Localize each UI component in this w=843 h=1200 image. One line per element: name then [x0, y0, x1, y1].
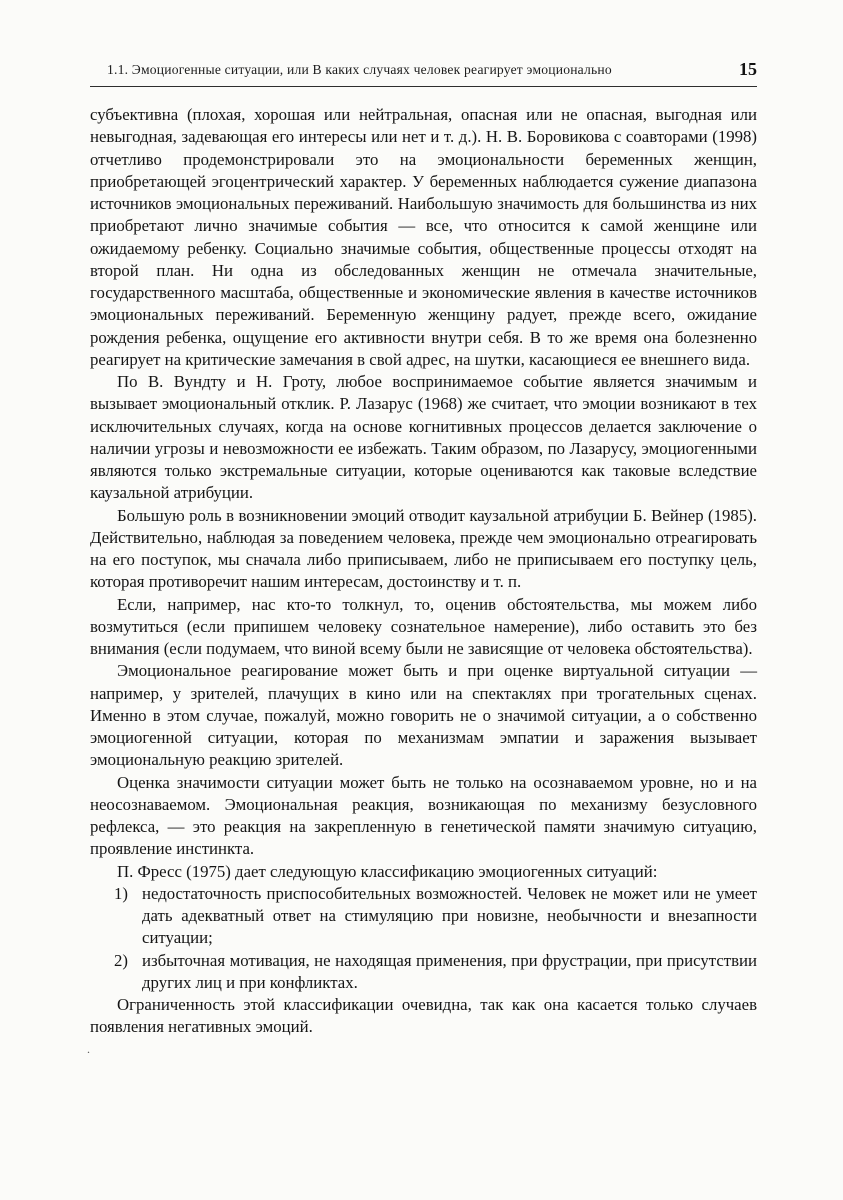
paragraph: Если, например, нас кто-то толкнул, то, оценив обстоятельства, мы можем либо возмутиться (если припишем человеку сознательное намерение), либо оставить это без внимания (если подумаем, что виной всему были не зависящие от человека обстоятельства).: [90, 594, 757, 658]
list-item: [114, 883, 757, 950]
paragraph: По В. Вундту и Н. Гроту, любое воспринимаемое событие является значимым и вызывает эмоциональный отклик. Р. Лазарус (1968) же считает, что эмоции возникают в тех исключительных случаях, когда на основе когнитивных процессов делается заключение о наличии угрозы и невозможности ее избежать. Таким образом, по Лазарусу, эмоциогенными являются только экстремальные ситуации, которые оцениваются как таковые вследствие каузальной атрибуции.: [90, 372, 757, 503]
page-body: [90, 104, 757, 1039]
page-number: 15: [739, 59, 757, 79]
paragraph: Эмоциональное реагирование может быть и при оценке виртуальной ситуации — например, у зрителей, плачущих в кино или на спектаклях при трогательных сценах. Именно в этом случае, пожалуй, можно говорить не о значимой ситуации, а о собственно эмоциогенной ситуации, которая по механизмам эмпатии и заражения вызывает эмоциональную реакцию зрителей.: [90, 661, 757, 770]
paragraph: Большую роль в возникновении эмоций отводит каузальной атрибуции Б. Вейнер (1985). Действительно, наблюдая за поведением человека, прежде чем эмоционально отреагировать на его поступок, мы сначала либо приписываем, либо не приписываем его поступку цель, которая противоречит нашим интересам, достоинству и т. п.: [90, 505, 757, 592]
list-item-text: недостаточность приспособительных возможностей. Человек не может или не умеет дать адекватный ответ на стимуляцию при новизне, необычности и внезапности ситуации;: [142, 883, 757, 948]
classification-list: [90, 883, 757, 994]
page-header: [90, 60, 757, 78]
list-item: [114, 950, 757, 995]
paragraph-list-intro: П. Фресс (1975) дает следующую классификацию эмоциогенных ситуаций:: [117, 861, 658, 881]
scan-artifact-dot: .: [87, 1042, 90, 1056]
paragraph: Оценка значимости ситуации может быть не только на осознаваемом уровне, но и на неосознаваемом. Эмоциональная реакция, возникающая по механизму безусловного рефлекса, — это реакция на закрепленную в генетической памяти значимую ситуацию, проявление инстинкта.: [90, 772, 757, 859]
header-rule: [90, 86, 757, 87]
list-item-marker: 1): [114, 883, 128, 903]
paragraph-continuation: субъективна (плохая, хорошая или нейтральная, опасная или не опасная, выгодная или невыгодная, задевающая его интересы или нет и т. д.). Н. В. Боровикова с соавторами (1998) отчетливо продемонстрировали это на эмоциональности беременных женщин, приобретающей эгоцентрический характер. У беременных наблюдается сужение диапазона источников эмоциональных переживаний. Наибольшую значимость для большинства из них приобретают лично значимые события — все, что относится к самой женщине или ожидаемому ребенку. Социально значимые события, общественные процессы отходят на второй план. Ни одна из обследованных женщин не отмечала значительные, государственного масштаба, общественные и экономические явления в качестве источников эмоциональных переживаний. Беременную женщину радует, прежде всего, ожидание рождения ребенка, ощущение его активности внутри себя. В то же время она болезненно реагирует на критические замечания в свой адрес, на шутки, касающиеся ее внешнего вида.: [90, 105, 757, 369]
list-item-text: избыточная мотивация, не находящая применения, при фрустрации, при присутствии других лиц и при конфликтах.: [142, 950, 757, 992]
running-title: 1.1. Эмоциогенные ситуации, или В каких случаях человек реагирует эмоционально: [107, 62, 612, 77]
paragraph-closing: Ограниченность этой классификации очевидна, так как она касается только случаев появления негативных эмоций.: [90, 995, 757, 1037]
list-item-marker: 2): [114, 950, 128, 970]
